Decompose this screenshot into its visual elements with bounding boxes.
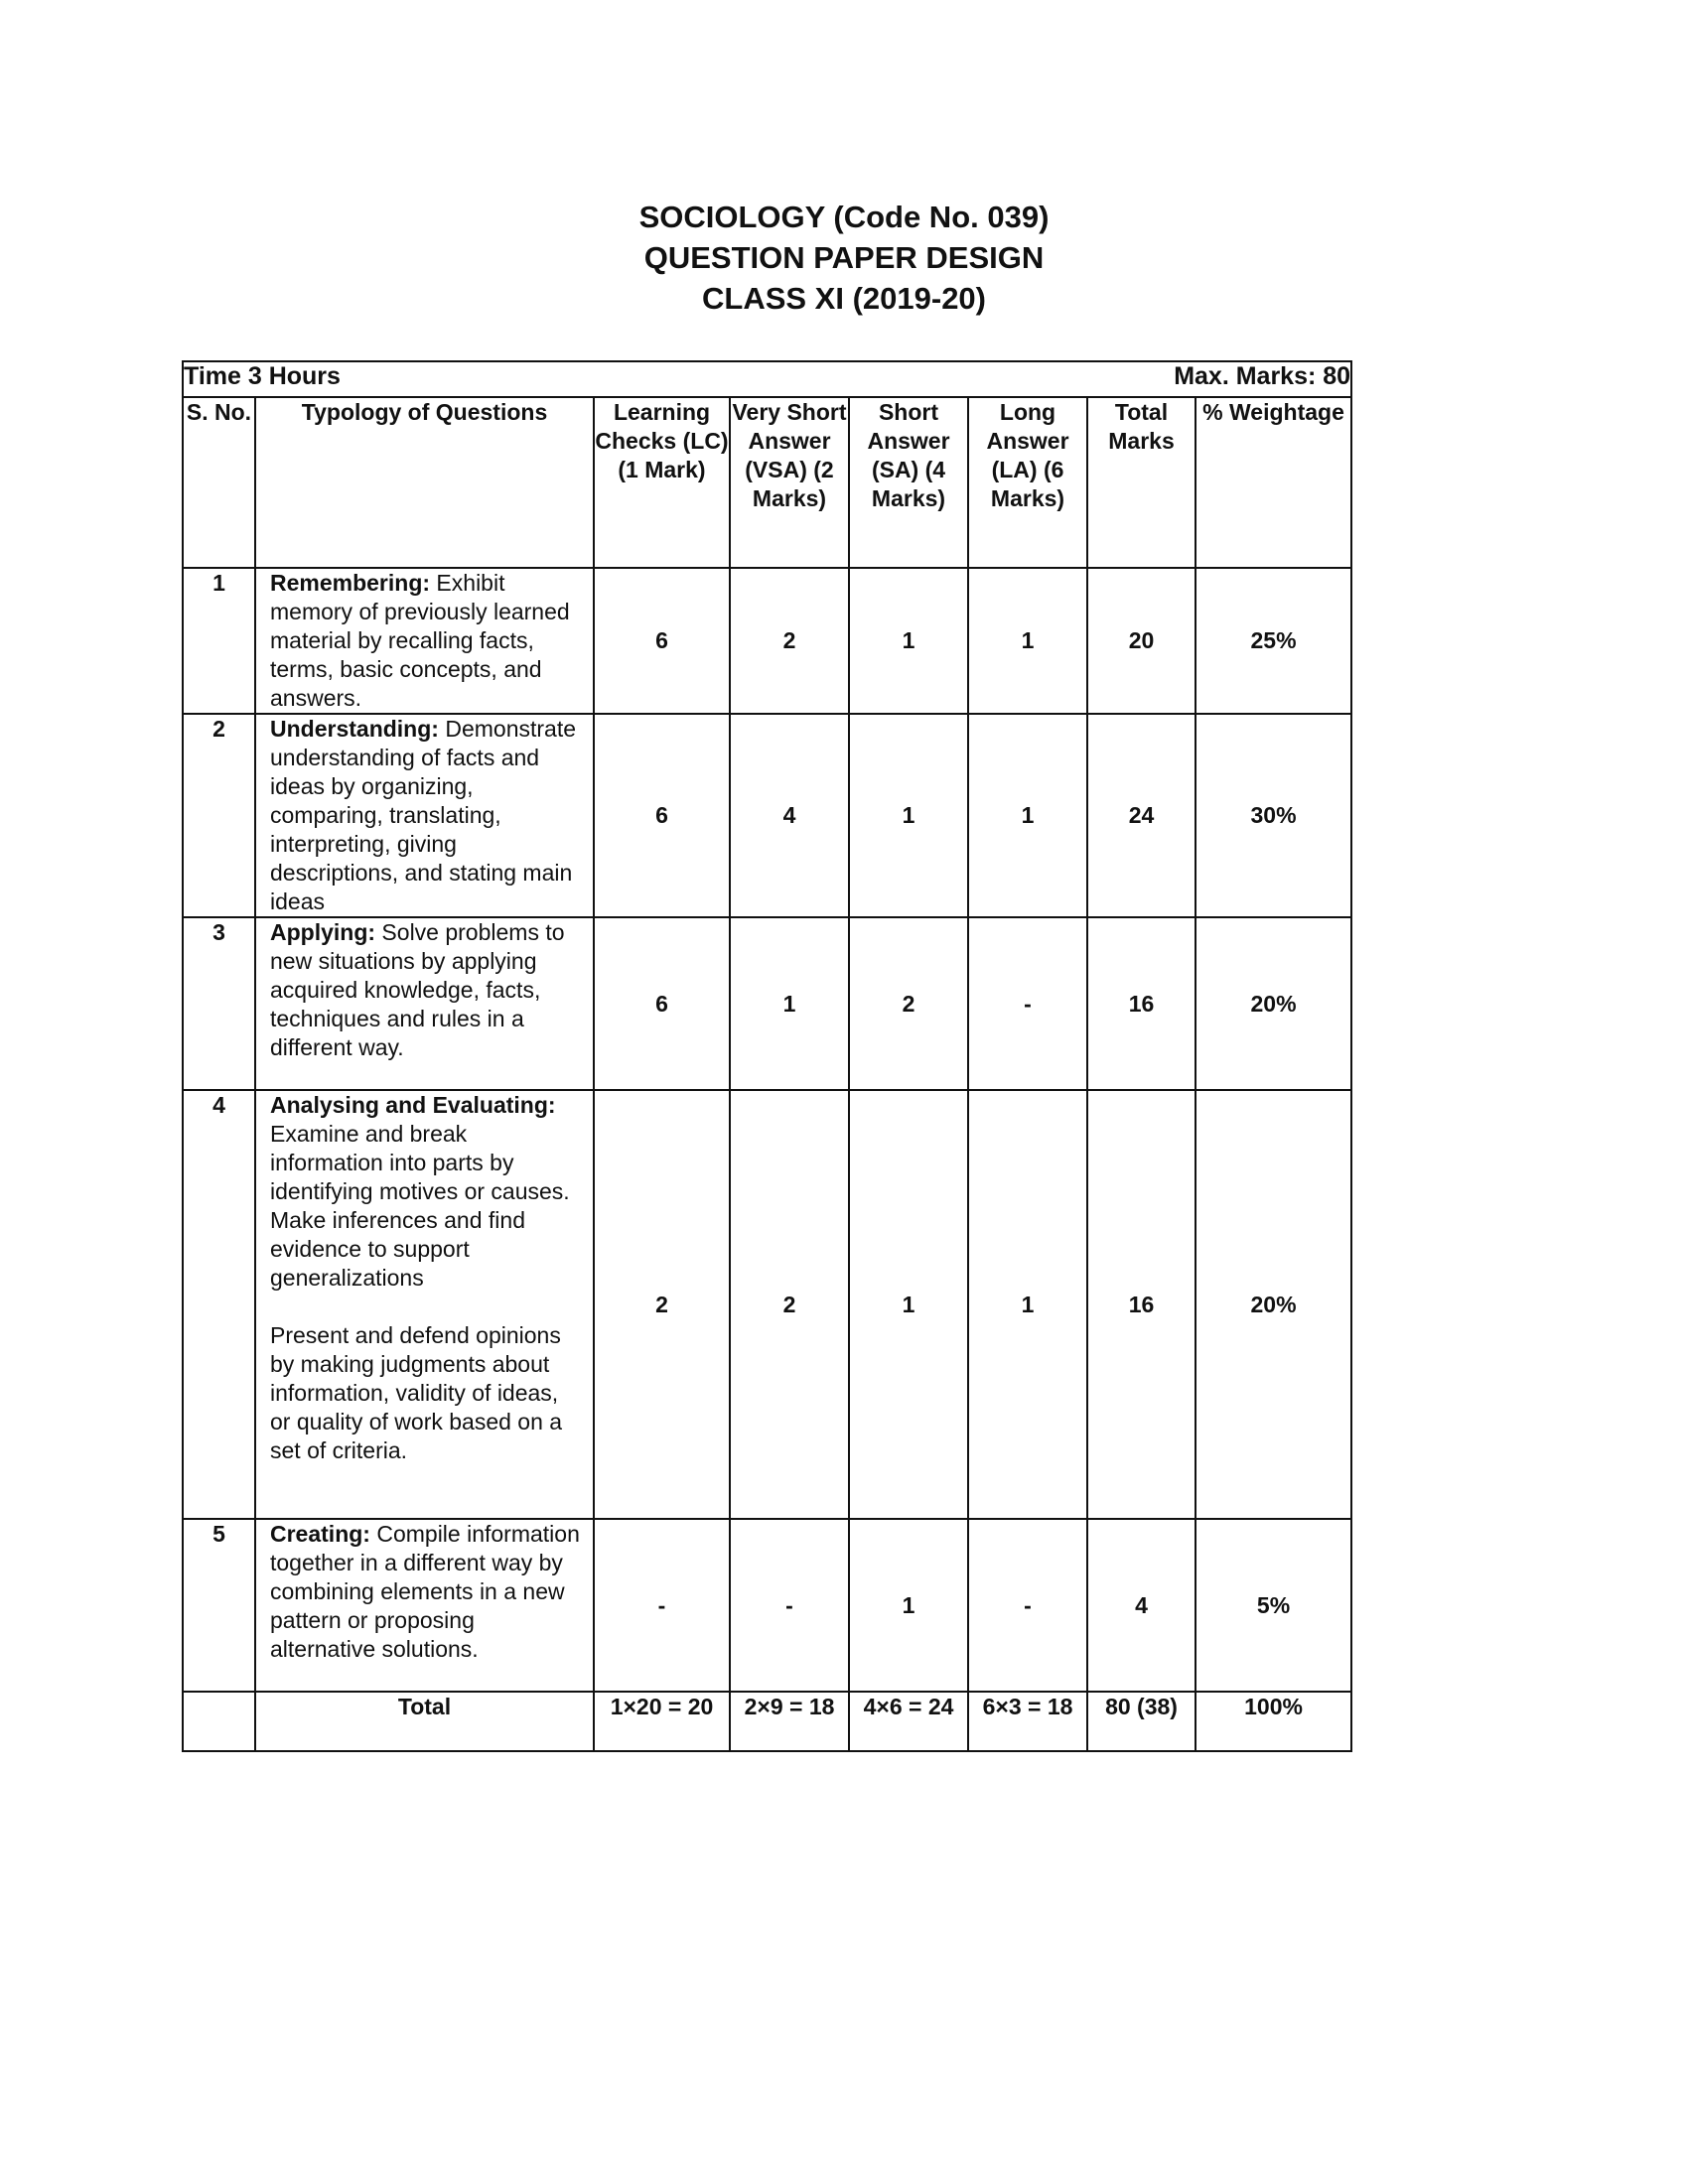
- row-lead: Creating:: [270, 1521, 370, 1547]
- total-la: 6×3 = 18: [968, 1692, 1087, 1751]
- row-total: 4: [1087, 1519, 1196, 1692]
- max-marks-label: Max. Marks: 80: [1174, 362, 1351, 390]
- row-description: [255, 1519, 594, 1692]
- header-total-marks: Total Marks: [1087, 397, 1196, 568]
- row-total: 24: [1087, 714, 1196, 917]
- row-lc: 6: [594, 917, 730, 1090]
- table-top-bar: [183, 361, 1351, 397]
- table-row: [183, 568, 1351, 714]
- document-title: [0, 197, 1688, 319]
- header-sno: S. No.: [183, 397, 255, 568]
- row-description: [255, 714, 594, 917]
- table-row: [183, 1090, 1351, 1519]
- header-row: [183, 397, 1351, 568]
- header-typology: Typology of Questions: [255, 397, 594, 568]
- row-description: [255, 1090, 594, 1519]
- row-la: -: [968, 1519, 1087, 1692]
- row-description: [255, 917, 594, 1090]
- row-sa: 1: [849, 714, 968, 917]
- total-sno-blank: [183, 1692, 255, 1751]
- row-total: 16: [1087, 1090, 1196, 1519]
- row-la: 1: [968, 714, 1087, 917]
- row-vsa: -: [730, 1519, 849, 1692]
- row-vsa: 2: [730, 1090, 849, 1519]
- header-sa: Short Answer (SA) (4 Marks): [849, 397, 968, 568]
- row-text: Solve problems to new situations by applying acquired knowledge, facts, techniques and rules in a different way.: [270, 919, 565, 1060]
- row-lc: 2: [594, 1090, 730, 1519]
- header-weightage: % Weightage: [1196, 397, 1351, 568]
- total-label: Total: [255, 1692, 594, 1751]
- row-total: 16: [1087, 917, 1196, 1090]
- row-text: Exhibit memory of previously learned material by recalling facts, terms, basic concepts, and answers.: [270, 570, 570, 711]
- title-class: CLASS XI (2019-20): [702, 281, 986, 316]
- total-lc: 1×20 = 20: [594, 1692, 730, 1751]
- row-lead: Applying:: [270, 919, 376, 945]
- total-sa: 4×6 = 24: [849, 1692, 968, 1751]
- row-sa: 1: [849, 1090, 968, 1519]
- row-la: 1: [968, 1090, 1087, 1519]
- row-lc: 6: [594, 568, 730, 714]
- row-la: 1: [968, 568, 1087, 714]
- row-sa: 1: [849, 1519, 968, 1692]
- row-total: 20: [1087, 568, 1196, 714]
- title-design: QUESTION PAPER DESIGN: [643, 240, 1045, 275]
- row-vsa: 4: [730, 714, 849, 917]
- row-sa: 2: [849, 917, 968, 1090]
- total-marks: 80 (38): [1087, 1692, 1196, 1751]
- row-weightage: 20%: [1196, 917, 1351, 1090]
- row-lead: Understanding:: [270, 716, 439, 742]
- row-sa: 1: [849, 568, 968, 714]
- row-lc: 6: [594, 714, 730, 917]
- row-weightage: 20%: [1196, 1090, 1351, 1519]
- row-sno: 2: [183, 714, 255, 917]
- header-lc: Learning Checks (LC) (1 Mark): [594, 397, 730, 568]
- total-row: [183, 1692, 1351, 1751]
- row-text: Compile information together in a different way by combining elements in a new pattern or proposing alternative solutions.: [270, 1521, 580, 1662]
- row-vsa: 2: [730, 568, 849, 714]
- table-row: [183, 714, 1351, 917]
- row-weightage: 30%: [1196, 714, 1351, 917]
- row-weightage: 5%: [1196, 1519, 1351, 1692]
- row-lc: -: [594, 1519, 730, 1692]
- row-weightage: 25%: [1196, 568, 1351, 714]
- row-lead: Remembering:: [270, 570, 431, 596]
- row-text: Examine and break information into parts by identifying motives or causes. Make inferences and find evidence to support generalizations: [270, 1121, 570, 1291]
- row-text: Demonstrate understanding of facts and ideas by organizing, comparing, translating, interpreting, giving descriptions, and stating main ideas: [270, 716, 577, 914]
- total-vsa: 2×9 = 18: [730, 1692, 849, 1751]
- total-weightage: 100%: [1196, 1692, 1351, 1751]
- question-paper-design-table: [182, 360, 1352, 1752]
- row-la: -: [968, 917, 1087, 1090]
- row-text-second-paragraph: Present and defend opinions by making judgments about information, validity of ideas, or quality of work based on a set of criteria.: [270, 1322, 563, 1463]
- row-sno: 4: [183, 1090, 255, 1519]
- row-sno: 5: [183, 1519, 255, 1692]
- row-description: [255, 568, 594, 714]
- row-lead: Analysing and Evaluating:: [270, 1092, 556, 1118]
- header-la: Long Answer (LA) (6 Marks): [968, 397, 1087, 568]
- header-vsa: Very Short Answer (VSA) (2 Marks): [730, 397, 849, 568]
- row-vsa: 1: [730, 917, 849, 1090]
- table-row: [183, 1519, 1351, 1692]
- table-row: [183, 917, 1351, 1090]
- row-sno: 3: [183, 917, 255, 1090]
- title-subject: SOCIOLOGY (Code No. 039): [638, 200, 1050, 234]
- row-sno: 1: [183, 568, 255, 714]
- time-label: Time 3 Hours: [184, 362, 341, 390]
